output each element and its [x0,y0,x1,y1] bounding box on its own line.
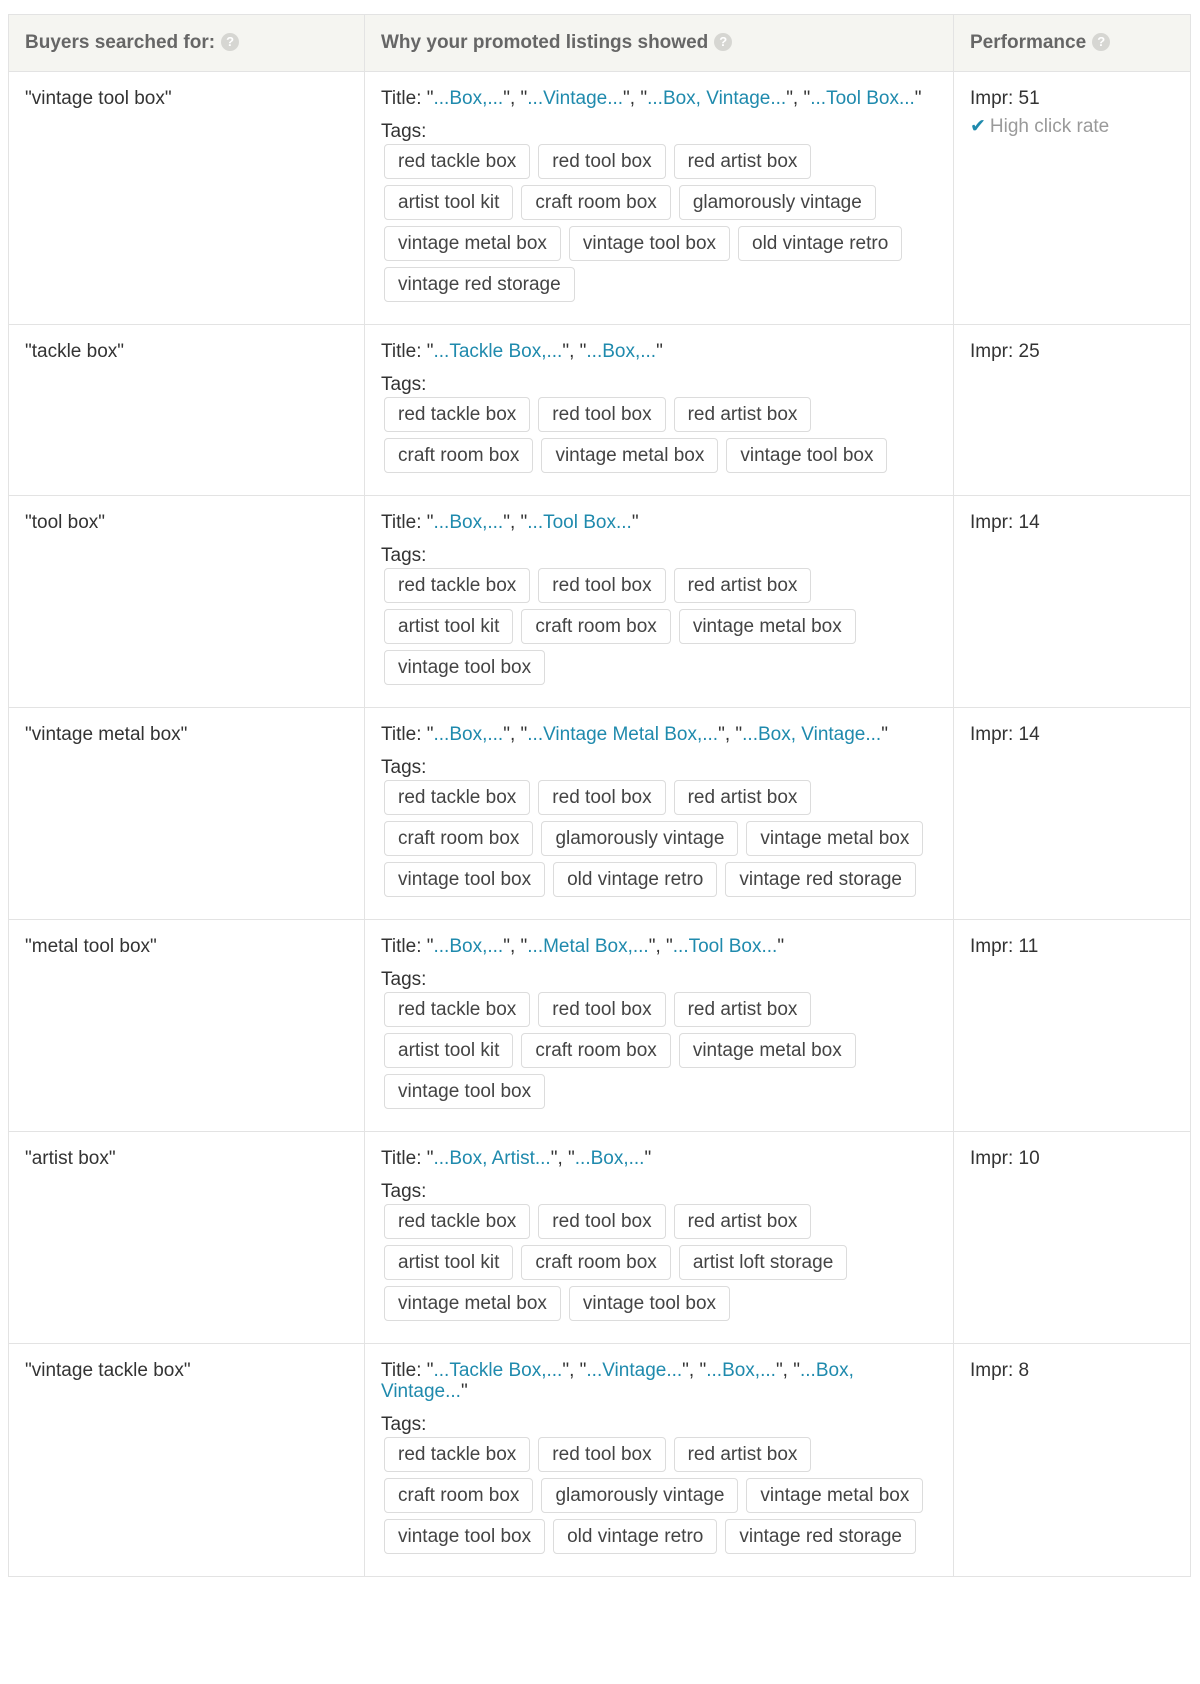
tag-chip: red tool box [538,1437,665,1472]
tag-chip: red tool box [538,144,665,179]
tag-chip: craft room box [521,185,670,220]
tags-label: Tags: [381,121,427,142]
tag-chip: old vintage retro [553,1519,717,1554]
match-reasons [365,920,954,1132]
tag-chip: red artist box [674,397,812,432]
title-matches [381,1360,937,1402]
tag-chip: red tackle box [384,568,530,603]
title-label: Title: [381,724,427,745]
quote-mark: " [426,88,434,109]
search-query: "metal tool box" [9,920,365,1132]
title-matches [381,936,937,957]
performance [954,325,1191,496]
tags-label: Tags: [381,374,427,395]
tag-chip: craft room box [521,1245,670,1280]
match-reasons [365,1344,954,1577]
quote-mark: " [914,88,922,109]
quote-mark: " [803,88,811,109]
note-label: High click rate [989,116,1110,137]
quote-mark: ", [550,1148,569,1169]
search-query: "tool box" [9,496,365,708]
quote-mark: " [644,1148,652,1169]
impressions: Impr: 25 [970,341,1040,362]
tag-chip: red tackle box [384,397,530,432]
tag-list [384,780,940,903]
tags-label: Tags: [381,1414,427,1435]
match-reasons [365,325,954,496]
performance [954,708,1191,920]
match-reasons [365,72,954,325]
table-row [9,920,1191,1132]
title-match: ...Box,... [586,341,657,362]
title-match: ...Vintage... [527,88,624,109]
quote-mark: " [426,936,434,957]
impressions: Impr: 8 [970,1360,1030,1381]
quote-mark: " [793,1360,800,1381]
tag-chip: vintage tool box [569,226,730,261]
quote-mark: " [568,1148,575,1169]
table-row [9,1344,1191,1577]
header-label: Performance [970,32,1087,53]
title-matches [381,512,937,533]
tag-chip: vintage metal box [679,609,856,644]
tag-chip: red artist box [674,144,812,179]
tag-chip: glamorously vintage [541,1478,738,1513]
tag-list [384,1437,940,1560]
match-reasons [365,1132,954,1344]
checkmark-icon: ✔ [970,116,986,137]
title-match: ...Tool Box... [672,936,778,957]
title-label: Title: [381,512,427,533]
tags-label: Tags: [381,757,427,778]
tag-chip: vintage metal box [384,226,561,261]
header-why-showed [365,15,954,72]
search-query: "artist box" [9,1132,365,1344]
search-query: "vintage tackle box" [9,1344,365,1577]
tag-chip: vintage metal box [384,1286,561,1321]
quote-mark: ", [562,341,580,362]
tag-chip: vintage metal box [746,1478,923,1513]
tag-chip: artist loft storage [679,1245,847,1280]
tag-chip: red tool box [538,992,665,1027]
title-match: ...Vintage Metal Box,... [527,724,719,745]
tag-chip: artist tool kit [384,609,513,644]
quote-mark: ", [718,724,736,745]
title-match: ...Box,... [433,936,504,957]
quote-mark: " [426,341,434,362]
tag-chip: vintage metal box [541,438,718,473]
tag-chip: glamorously vintage [679,185,876,220]
quote-mark: " [520,936,528,957]
impressions: Impr: 10 [970,1148,1040,1169]
title-matches [381,88,937,109]
tag-chip: red tackle box [384,780,530,815]
tag-chip: red tackle box [384,1437,530,1472]
quote-mark: " [426,512,434,533]
quote-mark: ", [623,88,641,109]
quote-mark: ", [503,512,521,533]
table-row [9,496,1191,708]
tag-list [384,568,940,691]
quote-mark: " [631,512,639,533]
tag-chip: red artist box [674,992,812,1027]
help-icon[interactable]: ? [1092,33,1110,51]
quote-mark: " [656,341,663,362]
impressions: Impr: 11 [970,936,1039,957]
quote-mark: " [699,1360,707,1381]
table-body [9,72,1191,1577]
table-row [9,1132,1191,1344]
title-match: ...Metal Box,... [527,936,649,957]
tag-chip: old vintage retro [553,862,717,897]
table-row [9,708,1191,920]
table-header-row [9,15,1191,72]
tag-chip: red tool box [538,780,665,815]
tag-chip: glamorously vintage [541,821,738,856]
tag-chip: red tool box [538,397,665,432]
title-match: ...Tackle Box,... [433,1360,563,1381]
title-match: ...Box, Artist... [433,1148,551,1169]
tag-chip: vintage red storage [725,862,916,897]
quote-mark: " [579,1360,587,1381]
quote-mark: " [520,724,528,745]
header-performance [954,15,1191,72]
tag-chip: vintage tool box [726,438,887,473]
title-match: ...Vintage... [586,1360,683,1381]
performance [954,1344,1191,1577]
search-query: "vintage tool box" [9,72,365,325]
tag-chip: red artist box [674,1437,812,1472]
title-match: ...Box,... [706,1360,776,1381]
header-label: Buyers searched for: [25,32,216,53]
tag-chip: vintage tool box [569,1286,730,1321]
tag-list [384,992,940,1115]
tag-chip: red tackle box [384,1204,530,1239]
title-label: Title: [381,1360,427,1381]
tags-label: Tags: [381,1181,427,1202]
quote-mark: " [881,724,888,745]
tag-chip: red artist box [674,1204,812,1239]
title-match: ...Box, Vintage... [742,724,882,745]
performance [954,1132,1191,1344]
quote-mark: " [460,1381,468,1402]
tag-chip: artist tool kit [384,1033,513,1068]
header-buyers-searched [9,15,365,72]
performance [954,496,1191,708]
title-label: Title: [381,1148,427,1169]
tag-chip: vintage metal box [746,821,923,856]
tag-chip: vintage tool box [384,1074,545,1109]
quote-mark: " [520,88,528,109]
tag-chip: craft room box [384,821,533,856]
tag-chip: red tool box [538,1204,665,1239]
tag-chip: red tool box [538,568,665,603]
impressions: Impr: 14 [970,512,1040,533]
title-match: ...Box,... [433,88,504,109]
title-match: ...Tool Box... [527,512,632,533]
tag-list [384,397,940,479]
tag-chip: red tackle box [384,144,530,179]
title-label: Title: [381,341,427,362]
quote-mark: ", [503,88,521,109]
help-icon[interactable]: ? [714,33,732,51]
tag-chip: craft room box [384,1478,533,1513]
quote-mark: " [777,936,785,957]
search-query: "vintage metal box" [9,708,365,920]
performance [954,920,1191,1132]
title-match: ...Box,... [574,1148,645,1169]
tag-chip: vintage tool box [384,650,545,685]
tag-chip: vintage tool box [384,862,545,897]
quote-mark: ", [775,1360,794,1381]
tag-chip: craft room box [521,609,670,644]
quote-mark: ", [562,1360,580,1381]
quote-mark: ", [648,936,667,957]
title-match: ...Tackle Box,... [433,341,563,362]
impressions: Impr: 51 [970,88,1040,109]
title-matches [381,724,937,745]
tags-label: Tags: [381,545,427,566]
tag-chip: vintage red storage [725,1519,916,1554]
quote-mark: " [426,1360,434,1381]
tag-chip: artist tool kit [384,1245,513,1280]
quote-mark: " [666,936,673,957]
quote-mark: ", [682,1360,700,1381]
quote-mark: ", [786,88,804,109]
quote-mark: " [426,724,434,745]
table-row [9,72,1191,325]
title-match: ...Box,... [433,512,504,533]
help-icon[interactable]: ? [221,33,239,51]
performance [954,72,1191,325]
header-label: Why your promoted listings showed [381,32,709,53]
quote-mark: ", [503,724,521,745]
table-row [9,325,1191,496]
title-matches [381,341,937,362]
quote-mark: " [735,724,743,745]
tag-chip: red artist box [674,780,812,815]
title-match: ...Tool Box... [810,88,915,109]
title-matches [381,1148,937,1169]
match-reasons [365,496,954,708]
tag-list [384,144,940,308]
tag-chip: old vintage retro [738,226,902,261]
title-match: ...Box,... [433,724,504,745]
tag-chip: craft room box [521,1033,670,1068]
title-match: ...Box, Vintage... [381,1360,854,1402]
tag-chip: red tackle box [384,992,530,1027]
quote-mark: " [520,512,528,533]
tag-chip: red artist box [674,568,812,603]
tag-chip: artist tool kit [384,185,513,220]
title-label: Title: [381,936,427,957]
title-label: Title: [381,88,427,109]
tag-chip: vintage red storage [384,267,575,302]
high-click-rate-badge [970,116,1174,137]
impressions: Impr: 14 [970,724,1040,745]
quote-mark: " [426,1148,434,1169]
search-terms-table [8,14,1191,1577]
tag-chip: craft room box [384,438,533,473]
title-match: ...Box, Vintage... [647,88,787,109]
tag-chip: vintage metal box [679,1033,856,1068]
quote-mark: " [579,341,587,362]
match-reasons [365,708,954,920]
search-query: "tackle box" [9,325,365,496]
tag-chip: vintage tool box [384,1519,545,1554]
tags-label: Tags: [381,969,427,990]
tag-list [384,1204,940,1327]
quote-mark: ", [503,936,521,957]
quote-mark: " [640,88,648,109]
